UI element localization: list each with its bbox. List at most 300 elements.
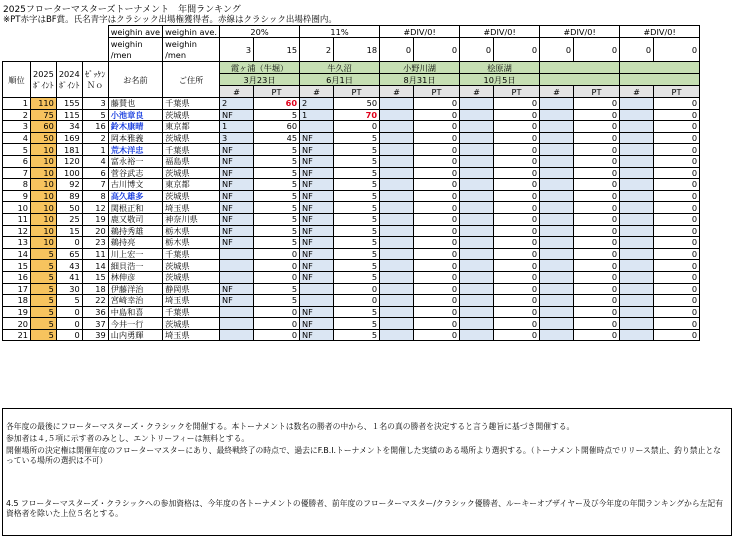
name-cell: 鈴木康晴 xyxy=(108,121,162,133)
name-cell: 今井一行 xyxy=(108,318,162,330)
event-number-empty xyxy=(380,109,414,121)
event-pt: 0 xyxy=(494,213,540,225)
event-number-empty xyxy=(620,179,654,191)
name-cell: 鵜持亮 xyxy=(108,237,162,249)
event-pt: 0 xyxy=(494,121,540,133)
event2-pt: 5 xyxy=(334,329,380,341)
event-place: 牛久沼 xyxy=(300,62,380,74)
event2-number: NF xyxy=(300,179,334,191)
name-cell: 藤賛也 xyxy=(108,98,162,110)
event-number-empty xyxy=(460,213,494,225)
table-row xyxy=(3,283,700,295)
footer-line-1: 各年度の最後にフローターマスターズ・クラシックを開催する。本トーナメントは数名の勝者の中から、１名の真の勝者を決定すると言う趣旨に基づき開催する。 xyxy=(6,422,575,431)
pt2024-cell: 120 xyxy=(56,155,82,167)
zekken-cell: 3 xyxy=(82,98,108,110)
footer-line-2: 参加者は４,５項に示す者のみとし、エントリーフィーは無料とする。 xyxy=(6,434,250,443)
pt2025-cell: 10 xyxy=(31,167,57,179)
event-number-empty xyxy=(540,260,574,272)
event-pt: 0 xyxy=(654,132,700,144)
event1-pt: 5 xyxy=(254,190,300,202)
pt-header: PT xyxy=(654,86,700,98)
weighin-count: 0 xyxy=(654,38,700,62)
event-pt: 0 xyxy=(654,121,700,133)
event-number-empty xyxy=(460,237,494,249)
ranking-table xyxy=(2,25,700,341)
event-number-empty xyxy=(460,190,494,202)
pt-header: PT xyxy=(494,86,540,98)
name-cell: 小池章良 xyxy=(108,109,162,121)
event1-pt: 5 xyxy=(254,225,300,237)
event-number-empty xyxy=(540,225,574,237)
event-pt: 0 xyxy=(494,237,540,249)
event-pt: 0 xyxy=(574,179,620,191)
pt2024-cell: 155 xyxy=(56,98,82,110)
event2-number: NF xyxy=(300,190,334,202)
weighin-count: 0 xyxy=(540,38,574,62)
rank-cell: 15 xyxy=(3,260,31,272)
event-pt: 0 xyxy=(654,98,700,110)
rank-cell: 3 xyxy=(3,121,31,133)
event-pt: 0 xyxy=(494,248,540,260)
event-pt: 0 xyxy=(414,144,460,156)
event-pt: 0 xyxy=(574,225,620,237)
event-pt: 0 xyxy=(414,109,460,121)
address-cell: 埼玉県 xyxy=(163,202,220,214)
event2-number: NF xyxy=(300,237,334,249)
event-pt: 0 xyxy=(574,271,620,283)
event-number-empty xyxy=(380,306,414,318)
event-pt: 0 xyxy=(414,155,460,167)
address-header: ご住所 xyxy=(163,62,220,98)
event-number-empty xyxy=(540,271,574,283)
weighin-count: 15 xyxy=(254,38,300,62)
pt2024-cell: 50 xyxy=(56,202,82,214)
name-cell: 鵜持秀雄 xyxy=(108,225,162,237)
zekken-cell: 6 xyxy=(82,167,108,179)
table-row xyxy=(3,213,700,225)
pt2024-cell: 92 xyxy=(56,179,82,191)
weighin-ave-label-2: weighin ave. xyxy=(163,26,220,38)
event-number-empty xyxy=(460,283,494,295)
pt2024-cell: 34 xyxy=(56,121,82,133)
event-number-empty xyxy=(620,167,654,179)
event-pt: 0 xyxy=(574,283,620,295)
pt2024-cell: 100 xyxy=(56,167,82,179)
pt2024-cell: 43 xyxy=(56,260,82,272)
event1-pt: 5 xyxy=(254,155,300,167)
zekken-cell: 18 xyxy=(82,283,108,295)
event1-pt: 0 xyxy=(254,248,300,260)
legend-note: ※PT赤字はBF賞。氏名青字はクラシック出場権獲得者。赤線はクラシック出場枠圏内。 xyxy=(3,15,337,25)
pt2025-cell: 10 xyxy=(31,190,57,202)
event-pt: 0 xyxy=(574,190,620,202)
event-pt: 0 xyxy=(494,329,540,341)
event-date: 8月31日 xyxy=(380,74,460,86)
event-pt: 0 xyxy=(654,167,700,179)
table-row xyxy=(3,179,700,191)
event-pt: 0 xyxy=(654,155,700,167)
event-pt: 0 xyxy=(414,202,460,214)
event-number-empty xyxy=(380,132,414,144)
event-pt: 0 xyxy=(494,98,540,110)
event-pt: 0 xyxy=(494,155,540,167)
event-pt: 0 xyxy=(654,248,700,260)
event2-pt: 5 xyxy=(334,248,380,260)
event-number-empty xyxy=(380,329,414,341)
pt2025-cell: 60 xyxy=(31,121,57,133)
event2-pt: 5 xyxy=(334,144,380,156)
event2-number: NF xyxy=(300,306,334,318)
event2-number: NF xyxy=(300,248,334,260)
event-pt: 0 xyxy=(494,295,540,307)
name-cell: 鹿又敬司 xyxy=(108,213,162,225)
event-number-empty xyxy=(460,98,494,110)
page-title: 2025フローターマスターズトーナメント 年間ランキング xyxy=(3,5,241,15)
event-pt: 0 xyxy=(494,179,540,191)
footer-line-3: 開催場所の決定権は開催年度のフローターマスターにあり、最終戦終了の時点で、過去にF.B.I.トーナメントを開催した実績のある場所より選択する。（トーナメント開催時点でリリース禁止、釣り禁止となっている場所の選択は不可） xyxy=(6,446,721,465)
table-row xyxy=(3,318,700,330)
rank-cell: 16 xyxy=(3,271,31,283)
rank-cell: 14 xyxy=(3,248,31,260)
rank-cell: 4 xyxy=(3,132,31,144)
event1-pt: 0 xyxy=(254,306,300,318)
event-number-empty xyxy=(460,202,494,214)
event-number-empty xyxy=(540,144,574,156)
weighin-pct-6: #DIV/0! xyxy=(620,26,700,38)
event-number-empty xyxy=(620,225,654,237)
zekken-cell: 39 xyxy=(82,329,108,341)
event-pt: 0 xyxy=(654,237,700,249)
pt2024-cell: 5 xyxy=(56,295,82,307)
event-date: 10月5日 xyxy=(460,74,540,86)
table-row xyxy=(3,225,700,237)
event-number-empty xyxy=(380,179,414,191)
pt2025-cell: 10 xyxy=(31,202,57,214)
event2-pt: 5 xyxy=(334,190,380,202)
event2-pt: 5 xyxy=(334,179,380,191)
event1-pt: 60 xyxy=(254,98,300,110)
event-pt: 0 xyxy=(414,132,460,144)
zekken-cell: 8 xyxy=(82,190,108,202)
pt2025-cell: 5 xyxy=(31,295,57,307)
pt2025-cell: 5 xyxy=(31,248,57,260)
footer-line-4: 4.5 フローターマスターズ・クラシックへの参加資格は、今年度の各トーナメントの優勝者、前年度のフローターマスター/クラシック優勝者、ルーキーオブザイヤー及び今年度の年間ランキングから左記有資格者を除いた上位５名とする。 xyxy=(6,499,724,518)
event-number-empty xyxy=(460,271,494,283)
event1-pt: 5 xyxy=(254,283,300,295)
zekken-cell: 23 xyxy=(82,237,108,249)
weighin-pct-3: #DIV/0! xyxy=(380,26,460,38)
address-cell: 福島県 xyxy=(163,155,220,167)
event2-number: NF xyxy=(300,202,334,214)
event1-pt: 60 xyxy=(254,121,300,133)
event-pt: 0 xyxy=(574,132,620,144)
address-cell: 埼玉県 xyxy=(163,329,220,341)
event-pt: 0 xyxy=(494,271,540,283)
event-number-empty xyxy=(540,98,574,110)
pt2025-cell: 10 xyxy=(31,179,57,191)
weighin-count: 0 xyxy=(414,38,460,62)
pt2024-cell: 41 xyxy=(56,271,82,283)
event2-pt: 5 xyxy=(334,167,380,179)
event-number-empty xyxy=(460,225,494,237)
hash-header: # xyxy=(620,86,654,98)
event-pt: 0 xyxy=(414,225,460,237)
event1-number xyxy=(220,329,254,341)
address-cell: 千葉県 xyxy=(163,248,220,260)
event-number-empty xyxy=(620,329,654,341)
table-row xyxy=(3,295,700,307)
event-number-empty xyxy=(380,271,414,283)
event2-pt: 5 xyxy=(334,213,380,225)
pt2024-cell: 0 xyxy=(56,318,82,330)
event2-pt: 5 xyxy=(334,318,380,330)
hash-header: # xyxy=(380,86,414,98)
pt2024-cell: 15 xyxy=(56,225,82,237)
table-row xyxy=(3,155,700,167)
event2-number: NF xyxy=(300,167,334,179)
event1-pt: 45 xyxy=(254,132,300,144)
event1-pt: 5 xyxy=(254,202,300,214)
pt2024-cell: 0 xyxy=(56,329,82,341)
event1-number: NF xyxy=(220,155,254,167)
event1-number xyxy=(220,260,254,272)
event-number-empty xyxy=(620,213,654,225)
rank-cell: 11 xyxy=(3,213,31,225)
event2-pt: 0 xyxy=(334,295,380,307)
event-pt: 0 xyxy=(414,167,460,179)
event-pt: 0 xyxy=(654,329,700,341)
hash-header: # xyxy=(220,86,254,98)
event-number-empty xyxy=(620,271,654,283)
event2-number: NF xyxy=(300,155,334,167)
event1-pt: 5 xyxy=(254,167,300,179)
event-pt: 0 xyxy=(574,98,620,110)
event-number-empty xyxy=(380,225,414,237)
event1-pt: 5 xyxy=(254,179,300,191)
event-pt: 0 xyxy=(414,237,460,249)
rank-cell: 7 xyxy=(3,167,31,179)
hash-header: # xyxy=(540,86,574,98)
event-number-empty xyxy=(380,260,414,272)
weighin-count: 0 xyxy=(494,38,540,62)
event-number-empty xyxy=(460,121,494,133)
event2-number: 1 xyxy=(300,109,334,121)
address-cell: 茨城県 xyxy=(163,318,220,330)
pt2025-cell: 10 xyxy=(31,213,57,225)
event2-pt: 5 xyxy=(334,132,380,144)
rank-cell: 2 xyxy=(3,109,31,121)
event2-number xyxy=(300,283,334,295)
weighin-men-label: weighin /men xyxy=(108,38,162,62)
event-pt: 0 xyxy=(574,318,620,330)
rank-cell: 12 xyxy=(3,225,31,237)
footer-notes xyxy=(2,408,732,536)
pt2025-cell: 75 xyxy=(31,109,57,121)
rank-cell: 8 xyxy=(3,179,31,191)
event-number-empty xyxy=(540,283,574,295)
event-pt: 0 xyxy=(414,260,460,272)
address-cell: 千葉県 xyxy=(163,98,220,110)
zekken-cell: 20 xyxy=(82,225,108,237)
event-number-empty xyxy=(540,318,574,330)
pt2025-cell: 10 xyxy=(31,155,57,167)
event-pt: 0 xyxy=(574,329,620,341)
weighin-count: 2 xyxy=(300,38,334,62)
table-row xyxy=(3,306,700,318)
address-cell: 茨城県 xyxy=(163,271,220,283)
event-number-empty xyxy=(380,121,414,133)
event2-pt: 5 xyxy=(334,225,380,237)
zekken-cell: 12 xyxy=(82,202,108,214)
weighin-count: 0 xyxy=(460,38,494,62)
event-number-empty xyxy=(620,121,654,133)
event-number-empty xyxy=(540,306,574,318)
rank-cell: 5 xyxy=(3,144,31,156)
rank-cell: 18 xyxy=(3,295,31,307)
event-pt: 0 xyxy=(574,121,620,133)
event-pt: 0 xyxy=(654,109,700,121)
event-number-empty xyxy=(540,295,574,307)
event-number-empty xyxy=(620,295,654,307)
zekken-cell: 5 xyxy=(82,109,108,121)
event-pt: 0 xyxy=(414,98,460,110)
event2-pt: 5 xyxy=(334,237,380,249)
event-number-empty xyxy=(620,190,654,202)
zekken-cell: 36 xyxy=(82,306,108,318)
pt2025-cell: 10 xyxy=(31,225,57,237)
table-row xyxy=(3,237,700,249)
pt2024-cell: 115 xyxy=(56,109,82,121)
event-pt: 0 xyxy=(574,213,620,225)
event-number-empty xyxy=(540,248,574,260)
zekken-cell: 16 xyxy=(82,121,108,133)
event-number-empty xyxy=(460,144,494,156)
event2-number: NF xyxy=(300,213,334,225)
pt-header: PT xyxy=(254,86,300,98)
zekken-cell: 11 xyxy=(82,248,108,260)
pt2024-cell: 0 xyxy=(56,237,82,249)
pt2024-cell: 65 xyxy=(56,248,82,260)
weighin-pct-4: #DIV/0! xyxy=(460,26,540,38)
table-row xyxy=(3,271,700,283)
event-pt: 0 xyxy=(494,144,540,156)
event-number-empty xyxy=(540,202,574,214)
weighin-count: 0 xyxy=(620,38,654,62)
event1-pt: 5 xyxy=(254,213,300,225)
zekken-cell: 2 xyxy=(82,132,108,144)
name-cell: 伊藤洋治 xyxy=(108,283,162,295)
weighin-count: 0 xyxy=(380,38,414,62)
event-pt: 0 xyxy=(414,121,460,133)
pt2025-cell: 5 xyxy=(31,329,57,341)
event-number-empty xyxy=(460,318,494,330)
name-cell: 荒木洋忠 xyxy=(108,144,162,156)
event-pt: 0 xyxy=(494,167,540,179)
name-cell: 林伸彦 xyxy=(108,271,162,283)
event1-pt: 5 xyxy=(254,109,300,121)
event-number-empty xyxy=(380,295,414,307)
event1-pt: 5 xyxy=(254,144,300,156)
address-cell: 埼玉県 xyxy=(163,295,220,307)
event2-pt: 5 xyxy=(334,306,380,318)
event-pt: 0 xyxy=(574,155,620,167)
event1-pt: 0 xyxy=(254,260,300,272)
address-cell: 東京都 xyxy=(163,121,220,133)
event-number-empty xyxy=(540,213,574,225)
pt2024-cell: 89 xyxy=(56,190,82,202)
event-number-empty xyxy=(380,98,414,110)
event-pt: 0 xyxy=(494,132,540,144)
event-pt: 0 xyxy=(654,283,700,295)
pt-header: PT xyxy=(414,86,460,98)
event-number-empty xyxy=(620,202,654,214)
event-pt: 0 xyxy=(494,109,540,121)
event-number-empty xyxy=(460,132,494,144)
event-pt: 0 xyxy=(574,144,620,156)
table-row xyxy=(3,109,700,121)
pt2025-cell: 110 xyxy=(31,98,57,110)
name-cell: 川上宏一 xyxy=(108,248,162,260)
event-pt: 0 xyxy=(414,306,460,318)
event1-number xyxy=(220,306,254,318)
event1-number: 3 xyxy=(220,132,254,144)
zekken-cell: 19 xyxy=(82,213,108,225)
pt2025-cell: 5 xyxy=(31,283,57,295)
weighin-ave-label: weighin ave xyxy=(108,26,162,38)
event-number-empty xyxy=(620,155,654,167)
event-pt: 0 xyxy=(414,283,460,295)
event1-number: NF xyxy=(220,283,254,295)
rank-cell: 9 xyxy=(3,190,31,202)
name-cell: 菅谷武志 xyxy=(108,167,162,179)
event-number-empty xyxy=(620,98,654,110)
event2-pt: 5 xyxy=(334,202,380,214)
table-row xyxy=(3,98,700,110)
event-pt: 0 xyxy=(654,179,700,191)
event1-number: NF xyxy=(220,213,254,225)
event-pt: 0 xyxy=(654,144,700,156)
event-pt: 0 xyxy=(494,225,540,237)
event2-pt: 0 xyxy=(334,121,380,133)
event-number-empty xyxy=(380,237,414,249)
name-cell: 古川博文 xyxy=(108,179,162,191)
pt2025-cell: 5 xyxy=(31,271,57,283)
zekken-header: ｾﾞｯｹﾝ Ｎｏ xyxy=(82,62,108,98)
event-pt: 0 xyxy=(414,271,460,283)
weighin-count: 0 xyxy=(574,38,620,62)
event-pt: 0 xyxy=(654,225,700,237)
event-pt: 0 xyxy=(574,237,620,249)
event-number-empty xyxy=(460,167,494,179)
table-row xyxy=(3,260,700,272)
event-pt: 0 xyxy=(414,248,460,260)
pt-header: PT xyxy=(334,86,380,98)
name-cell: 山内勇輝 xyxy=(108,329,162,341)
event-pt: 0 xyxy=(574,295,620,307)
event2-number: NF xyxy=(300,225,334,237)
weighin-count: 18 xyxy=(334,38,380,62)
pt2024-cell: 0 xyxy=(56,306,82,318)
event-number-empty xyxy=(460,295,494,307)
address-cell: 茨城県 xyxy=(163,109,220,121)
event-pt: 0 xyxy=(494,283,540,295)
event2-pt: 50 xyxy=(334,98,380,110)
event-place: 小野川湖 xyxy=(380,62,460,74)
event-pt: 0 xyxy=(574,306,620,318)
weighin-pct-1: 20% xyxy=(220,26,300,38)
table-row xyxy=(3,167,700,179)
pt2025-cell: 10 xyxy=(31,144,57,156)
